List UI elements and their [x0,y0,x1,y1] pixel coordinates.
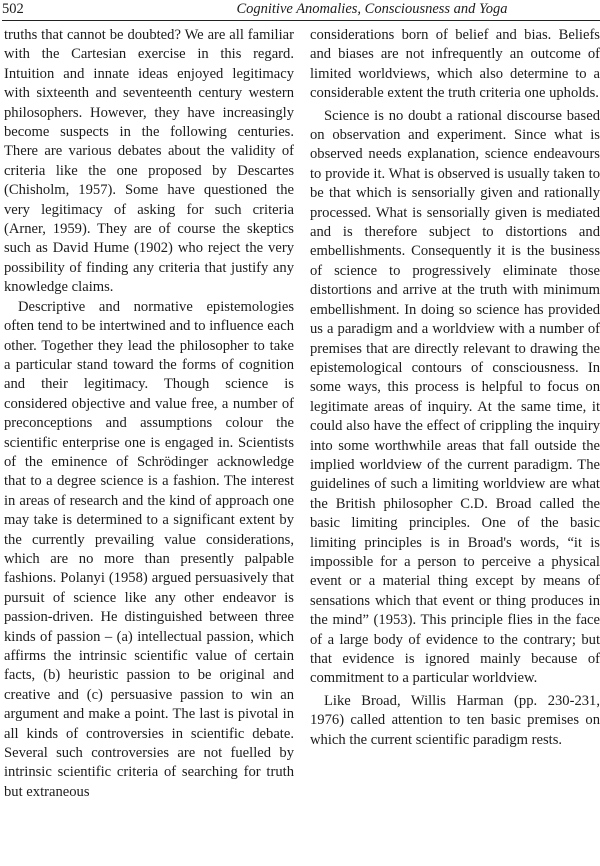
right-column [310,26,600,750]
page-header [2,0,598,20]
paragraph: truths that cannot be doubted? We are all familiar with the Cartesian exercise in this regard. Intuition and innate ideas enjoyed legitimacy with sixteenth and seventeenth century western philosophers. However, they have increasingly become suspects in the following centuries. There are various debates about the validity of criteria like the one proposed by Descartes (Chisholm, 1957). Some have questioned the very legitimacy of asking for such criteria (Arner, 1959). They are of course the skeptics such as David Hume (1902) who reject the very possibility of finding any criteria that justify any knowledge claims. [4,27,294,296]
header-rule [2,20,600,21]
paragraph: Science is no doubt a rational discourse based on observation and experiment. Since what is observed needs explanation, science endeavours to provide it. What is observed is usually taken to be that which is sensorially given and rationally processed. What is sensorially given is mediated and is therefore subject to distortions and embellishments. Consequently it is the business of science to progressively eliminate those distortions and arrive at the truth with minimum embellishment. In doing so science has provided us a paradigm and a worldview with a number of premises that are directly relevant to drawing the epistemological contours of consciousness. In some ways, this process is helpful to focus on legitimate areas of inquiry. At the same time, it could also have the effect of crippling the inquiry into some worthwhile areas that fall outside the implied worldview of the current paradigm. The guidelines of such a limiting worldview are what the British philosopher C.D. Broad called the basic limiting principles. One of the basic limiting principles is in Broad's words, “it is impossible for a person to perceive a physical event or a material thing except by means of sensations which that event or thing produces in the mind” (1953). This principle flies in the face of a large body of evidence to the contrary; but that evidence is ignored mainly because of commitment to a particular worldview. [310,107,600,687]
paragraph: Descriptive and normative epistemologies often tend to be intertwined and to influence each other. Together they lead the philosopher to take a particular stand toward the forms of cognition and their legitimacy. Though science is considered objective and value free, a number of preconceptions and assumptions colour the scientific enterprise one is engaged in. Scientists of the eminence of Schrödinger acknowledge that to a degree science is a fashion. The interest in areas of research and the kind of approach one may take is determined to a significant extent by the currently prevailing value considerations, which are no more than presently palpable fashions. Polanyi (1958) argued persuasively that pursuit of science like any other endeavor is passion-driven. He distinguished between three kinds of passion – (a) intellectual passion, which affirms the intrinsic scientific value of certain facts, (b) heuristic passion to be original and creative and (c) persuasive passion to win an argument and make a point. The last is pivotal in all kinds of controversies in scientific debate. Several such controversies are not fuelled by intrinsic scientific criteria of searching for truth but extraneous [4,298,294,800]
left-column [4,26,294,802]
paragraph: considerations born of belief and bias. Beliefs and biases are not infrequently an outcome of limited worldviews, which also determine to a considerable extent the truth criteria one upholds. [310,27,600,102]
page-number: 502 [2,1,24,17]
paragraph: Like Broad, Willis Harman (pp. 230-231, 1976) called attention to ten basic premises on which the current scientific paradigm rests. [310,692,600,748]
running-title: Cognitive Anomalies, Consciousness and Yoga [236,1,508,17]
